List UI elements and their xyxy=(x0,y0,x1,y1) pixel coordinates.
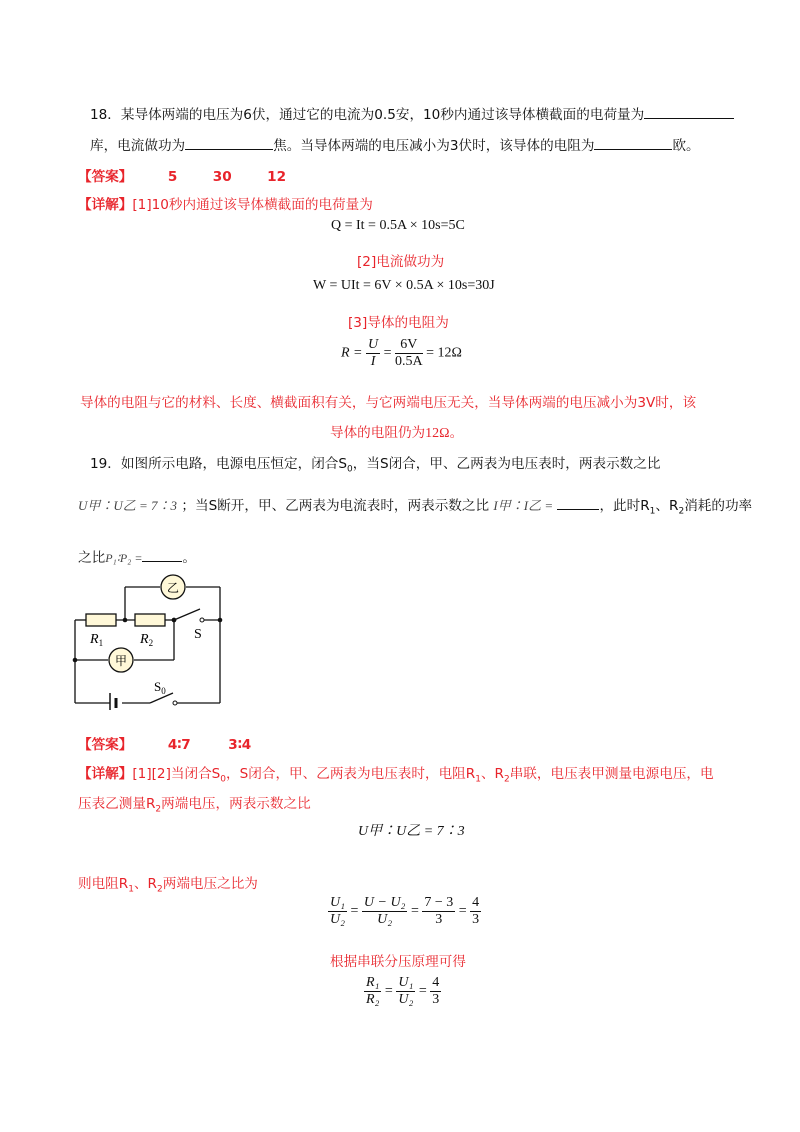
r1-label: $R_1$ xyxy=(90,632,104,648)
q19-eq3: $\frac{\text{R₁}}{\text{R₂}}$ = $\frac{\text{U₁}}{\text{U₂}}$ = $\frac{4}{3}$ xyxy=(366,975,440,1007)
frac-num: 7 − 3 xyxy=(424,895,454,910)
frac-den: U₂ xyxy=(330,912,345,927)
q18-blank-3[interactable] xyxy=(594,135,672,150)
fraction xyxy=(366,337,380,370)
q19-eq2: $\frac{\text{U₁}}{\text{U₂}}$ = $\frac{\text{U − U₂}}{\text{U₂}}$ = $\frac{7 - 3}{3}$ = $\frac{4}{3}$ xyxy=(330,895,480,927)
answer-label: 【答案】 xyxy=(78,737,133,753)
frac-den: R₂ xyxy=(366,992,380,1007)
q19-text: ，此时R xyxy=(599,498,650,514)
frac-den: 3 xyxy=(432,992,440,1007)
frac-num: U xyxy=(368,337,379,352)
detail-text: 则电阻R xyxy=(78,876,129,892)
answer-label: 【答案】 xyxy=(78,169,133,185)
r2-label: $R_2$ xyxy=(140,632,154,648)
q18-answer xyxy=(78,165,286,185)
detail-text: [1]10秒内通过该导体横截面的电荷量为 xyxy=(132,197,373,213)
fraction xyxy=(395,337,423,370)
frac-num: 4 xyxy=(472,895,480,910)
q18-text: 欧。 xyxy=(672,138,700,154)
q19-line1 xyxy=(90,452,660,475)
fraction xyxy=(470,895,481,928)
ratio-u: U甲∶U乙 = 7∶3 xyxy=(78,498,178,513)
detail-text: ，S闭合，甲、乙两表为电压表时，电阻R xyxy=(226,766,476,782)
q19-text: 、R xyxy=(655,498,679,514)
note-text: 导体的电阻仍为 xyxy=(330,425,426,441)
q19-text: ；当S断开，甲、乙两表为电流表时，两表示数之比 xyxy=(181,498,490,514)
frac-den: I xyxy=(370,354,376,369)
note-text: 。 xyxy=(449,425,464,441)
q18-blank-2[interactable] xyxy=(185,135,273,150)
fraction xyxy=(364,975,381,1008)
fraction xyxy=(430,975,441,1008)
frac-num: R₁ xyxy=(366,975,380,990)
detail-text: [1][2]当闭合S xyxy=(132,766,221,782)
q18-note-1: 导体的电阻与它的材料、长度、横截面积有关，与它两端电压无关，当导体两端的电压减小为3V时，该 xyxy=(80,395,697,411)
q19-blank-1[interactable] xyxy=(557,495,599,510)
detail-label: 【详解】 xyxy=(78,766,133,782)
q19-line2: U甲∶U乙 = 7∶3 ；当S断开，甲、乙两表为电流表时，两表示数之比 I甲∶I乙 = ，此时$R_1$、$R_2$消耗的功率 xyxy=(78,494,752,517)
q18-eq2: W = UIt = 6V × 0.5A × 10s=30J xyxy=(313,278,495,293)
detail-text: 压表乙测量R xyxy=(78,796,156,812)
circuit-diagram xyxy=(70,565,230,710)
answer-value: 12 xyxy=(267,169,287,185)
q18-text: 焦。当导体两端的电压减小为3伏时，该导体的电阻为 xyxy=(273,138,595,154)
q18-detail-3: [3]导体的电阻为 xyxy=(348,315,449,331)
q18-text: 库，电流做功为 xyxy=(90,138,186,154)
detail-label: 【详解】 xyxy=(78,197,133,213)
switch-s0-label: $S_0$ xyxy=(154,679,166,696)
q19-answer xyxy=(78,733,251,753)
ratio-p: P₁∶P₂ = xyxy=(105,551,143,565)
q19-detail-4: 根据串联分压原理可得 xyxy=(330,954,466,970)
q19-detail-1: 【详解】[1][2]当闭合$S_0$，S闭合，甲、乙两表为电压表时，电阻$R_1$、$R_2$串联，电压表甲测量电源电压，电 xyxy=(78,766,714,785)
detail-text: 、R xyxy=(133,876,158,892)
q19-text: 19．如图所示电路，电源电压恒定，闭合S xyxy=(90,456,348,472)
answer-value: 3∶4 xyxy=(228,737,252,753)
frac-num: 6V xyxy=(395,337,423,354)
frac-num: 4 xyxy=(432,975,440,990)
q19-text: 之比 xyxy=(78,550,106,566)
eq-lhs: R = xyxy=(341,345,363,361)
q19-detail-3: 则电阻$R_1$、$R_2$两端电压之比为 xyxy=(78,876,258,895)
ratio-i: I甲∶I乙 = xyxy=(493,498,554,513)
fraction xyxy=(362,895,408,928)
fraction xyxy=(422,895,455,928)
q18-text: 18．某导体两端的电压为6伏，通过它的电流为0.5安，10秒内通过该导体横截面的电荷量为 xyxy=(90,107,645,123)
detail-text: 两端电压，两表示数之比 xyxy=(161,796,311,812)
fraction xyxy=(328,895,347,928)
meter-jia-label: 甲 xyxy=(114,654,128,668)
eq-rhs: = 12Ω xyxy=(426,345,462,361)
q19-text: 消耗的功率 xyxy=(684,498,753,514)
q19-text: 。 xyxy=(182,550,197,566)
detail-text: 两端电压之比为 xyxy=(162,876,258,892)
frac-den: 3 xyxy=(435,912,443,927)
q18-blank-1[interactable] xyxy=(644,104,734,119)
answer-value: 30 xyxy=(212,169,232,185)
note-value: 12Ω xyxy=(425,426,450,441)
frac-num: U₁ xyxy=(330,895,345,910)
detail-text: 串联，电压表甲测量电源电压，电 xyxy=(509,766,714,782)
detail-text: 、R xyxy=(480,766,504,782)
frac-den: U₂ xyxy=(398,992,414,1007)
switch-s-label: S xyxy=(194,627,202,642)
q18-eq3: R = $\frac{U}{I}$ = $\frac{6V}{0.5A}$ = 12Ω xyxy=(341,337,462,369)
frac-num: U₁ xyxy=(398,975,414,990)
frac-den: 3 xyxy=(472,912,480,927)
q19-blank-2[interactable] xyxy=(142,547,182,562)
meter-yi-label: 乙 xyxy=(166,581,180,595)
q18-note-2 xyxy=(330,421,463,442)
q19-text: ，当S闭合，甲、乙两表为电压表时，两表示数之比 xyxy=(352,456,661,472)
q18-detail-1 xyxy=(78,193,373,213)
q18-eq1: Q = It = 0.5A × 10s=5C xyxy=(331,218,465,233)
frac-num: U − U₂ xyxy=(363,895,406,910)
q19-line3 xyxy=(78,546,196,566)
frac-den: 0.5A xyxy=(395,354,423,369)
q18-line1 xyxy=(90,103,734,123)
answer-value: 4∶7 xyxy=(167,737,191,753)
frac-den: U₂ xyxy=(377,912,393,927)
q19-detail-2: 压表乙测量$R_2$两端电压，两表示数之比 xyxy=(78,796,311,815)
q18-line2 xyxy=(90,134,700,154)
answer-value: 5 xyxy=(167,169,178,185)
q19-eq1: U甲∶U乙 = 7∶3 xyxy=(358,824,465,839)
q18-detail-2: [2]电流做功为 xyxy=(357,254,445,270)
subscript: 0 xyxy=(347,464,353,475)
fraction xyxy=(396,975,415,1008)
